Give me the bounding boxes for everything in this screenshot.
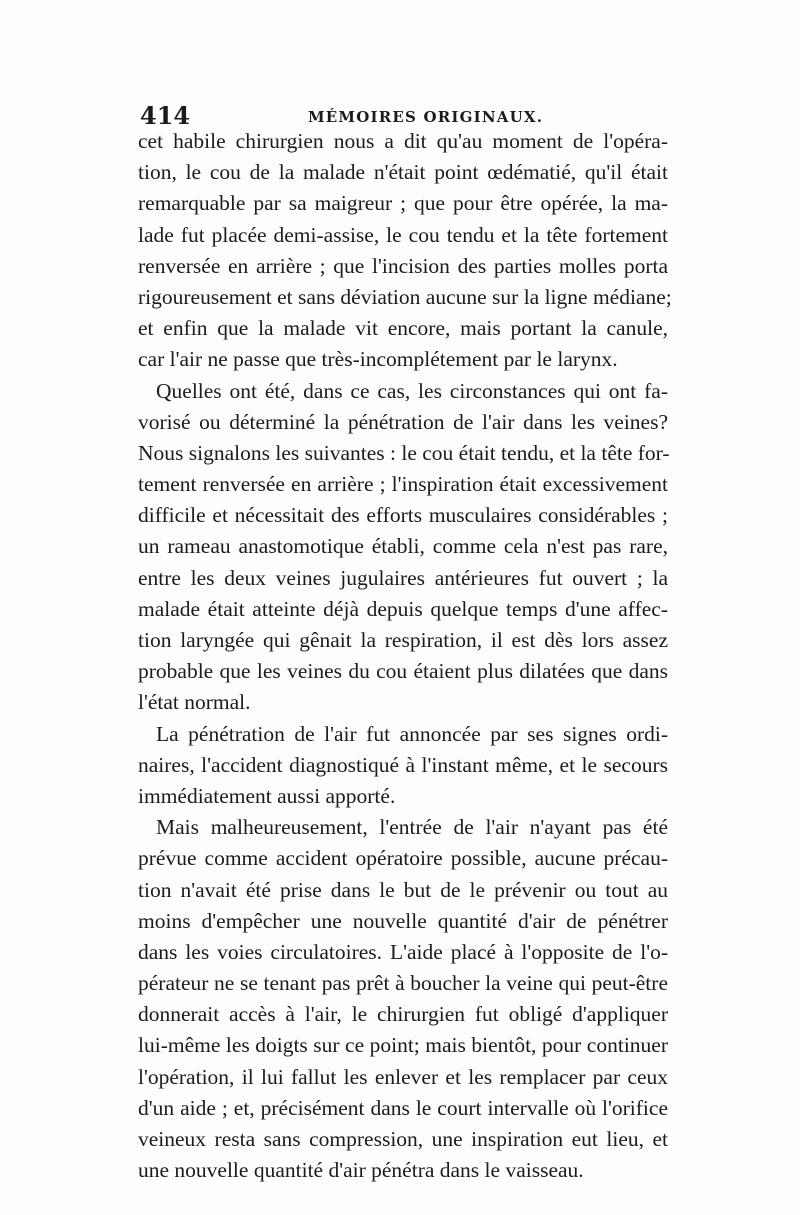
text-line: veineux resta sans compression, une inspiration eut lieu, et <box>138 1127 668 1151</box>
text-line: tion laryngée qui gênait la respiration, il est dès lors assez <box>138 628 668 652</box>
paragraph-1 <box>138 126 672 376</box>
text-line: moins d'empêcher une nouvelle quantité d'air de pénétrer <box>138 908 668 933</box>
text-line: donnerait accès à l'air, le chirurgien fut obligé d'appliquer <box>138 1002 668 1027</box>
text-line: La pénétration de l'air fut annoncée par ses signes ordi- <box>156 721 668 746</box>
text-line: entre les deux veines jugulaires antérieures fut ouvert ; la <box>138 565 668 590</box>
text-line: l'opération, il lui fallut les enlever et les remplacer par ceux <box>138 1064 668 1089</box>
text-line: Quelles ont été, dans ce cas, les circonstances qui ont fa- <box>156 378 668 403</box>
paragraph-4 <box>138 812 668 1186</box>
text-line: naires, l'accident diagnostiqué à l'instant même, et le secours <box>138 752 668 777</box>
text-line: remarquable par sa maigreur ; que pour être opérée, la ma- <box>138 191 668 216</box>
text-line: dans les voies circulatoires. L'aide placé à l'opposite de l'o- <box>138 939 668 964</box>
text-line: probable que les veines du cou étaient plus dilatées que dans <box>138 659 668 684</box>
text-line: rigoureusement et sans déviation aucune sur la ligne médiane; <box>138 284 672 309</box>
paragraph-3 <box>138 719 668 813</box>
text-line: une nouvelle quantité d'air pénétra dans le vaisseau. <box>138 1158 584 1183</box>
text-line: cet habile chirurgien nous a dit qu'au moment de l'opéra- <box>138 129 668 153</box>
text-line: difficile et nécessitait des efforts musculaires considérables ; <box>138 503 668 528</box>
text-line: d'un aide ; et, précisément dans le court intervalle où l'orifice <box>138 1095 668 1120</box>
text-line: tement renversée en arrière ; l'inspiration était excessivement <box>138 472 668 497</box>
text-line: immédiatement aussi apporté. <box>138 783 396 808</box>
text-line: lui-même les doigts sur ce point; mais bientôt, pour continuer <box>138 1033 668 1058</box>
text-line: Mais malheureusement, l'entrée de l'air n'ayant pas été <box>156 815 668 840</box>
running-title: MÉMOIRES ORIGINAUX. <box>308 108 544 126</box>
text-line: lade fut placée demi-assise, le cou tendu et la tête fortement <box>138 222 668 247</box>
text-line: renversée en arrière ; que l'incision des parties molles porta <box>138 253 668 278</box>
text-line: tion, le cou de la malade n'était point œdématié, qu'il était <box>138 160 668 185</box>
text-line: pérateur ne se tenant pas prêt à boucher la veine qui peut-être <box>138 971 668 996</box>
body-text <box>138 126 672 1186</box>
paragraph-2 <box>138 376 668 719</box>
page-number: 414 <box>140 101 191 130</box>
text-line: vorisé ou déterminé la pénétration de l'air dans les veines? <box>138 409 668 434</box>
text-line: malade était atteinte déjà depuis quelque temps d'une affec- <box>138 596 668 621</box>
text-line: prévue comme accident opératoire possible, aucune précau- <box>138 846 668 871</box>
text-line: l'état normal. <box>138 690 251 715</box>
text-line: tion n'avait été prise dans le but de le prévenir ou tout au <box>138 877 668 902</box>
text-line: et enfin que la malade vit encore, mais portant la canule, <box>138 316 668 341</box>
text-line: Nous signalons les suivantes : le cou était tendu, et la tête for- <box>138 440 670 465</box>
text-line: car l'air ne passe que très-incomplétement par le larynx. <box>138 347 618 372</box>
text-line: un rameau anastomotique établi, comme cela n'est pas rare, <box>138 534 668 559</box>
